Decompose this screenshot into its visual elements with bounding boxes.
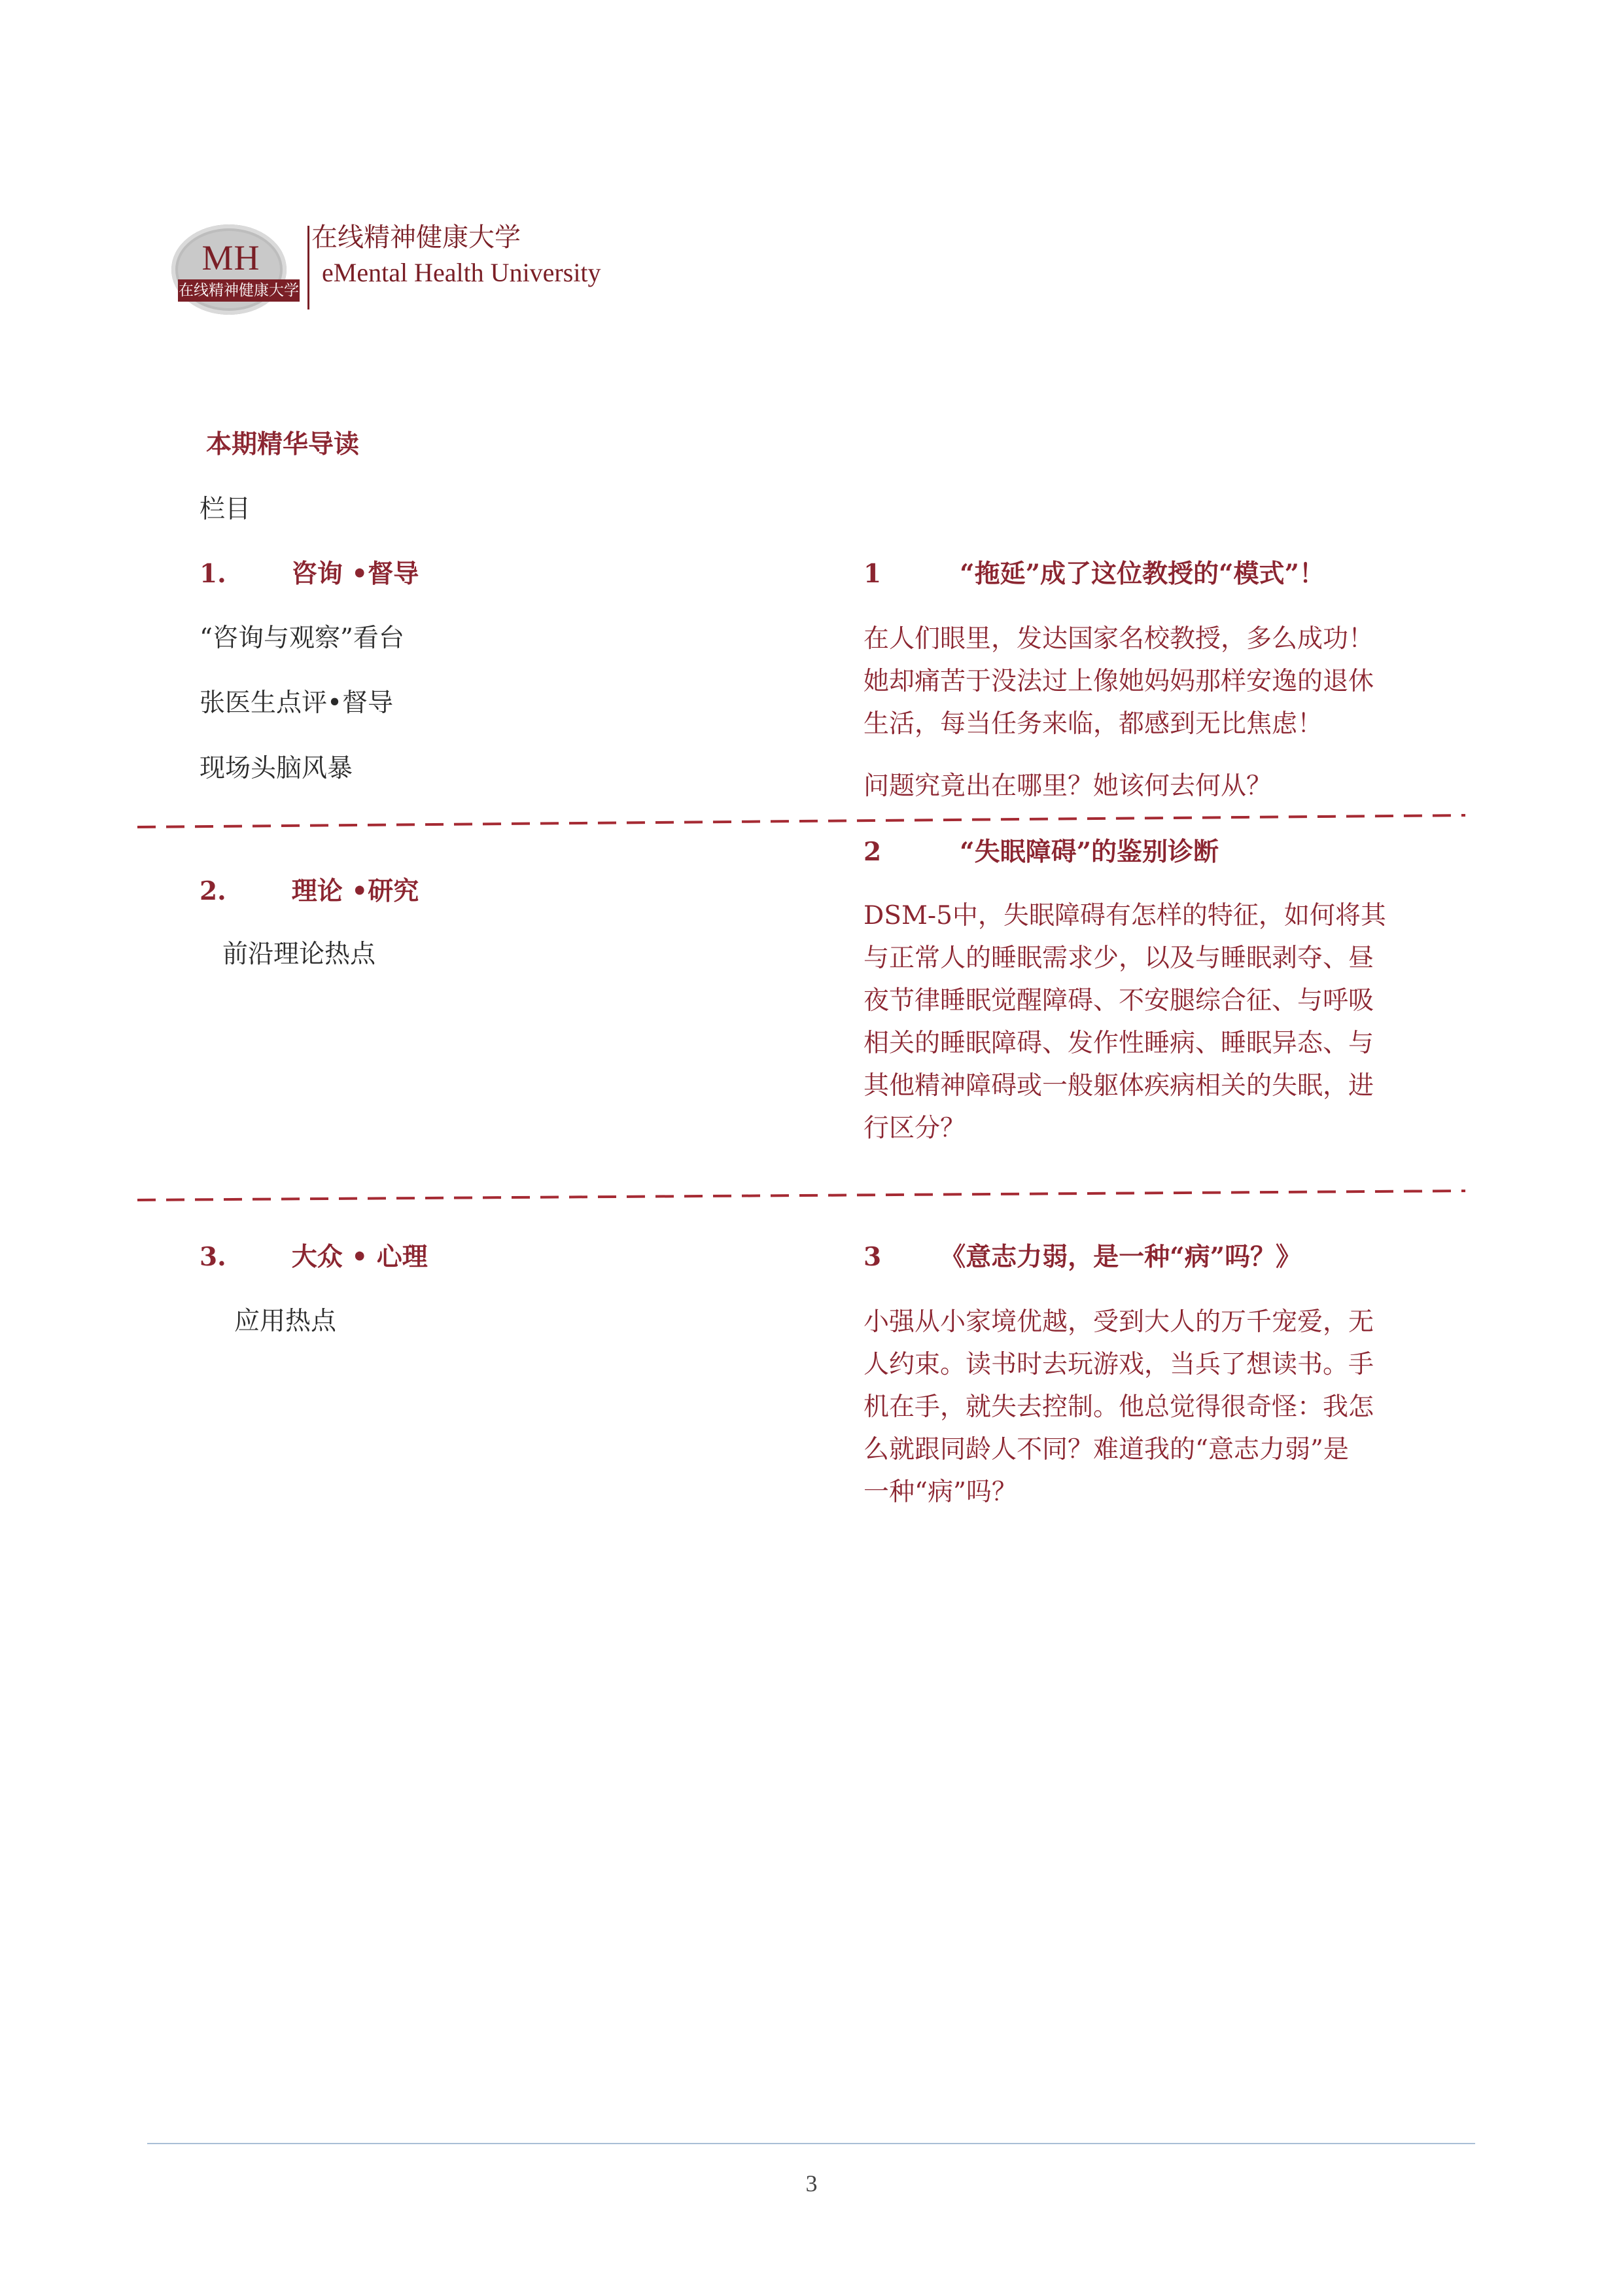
section-number: 3. <box>200 1242 226 1272</box>
article-title: 《意志力弱，是一种“病”吗？》 <box>940 1242 1302 1272</box>
logo-monogram: MH <box>201 238 260 277</box>
summary-line: 她却痛苦于没法过上像她妈妈那样安逸的退休 <box>864 667 1374 696</box>
section-name: 理论 •研究 <box>291 876 419 906</box>
section-heading <box>200 1240 428 1274</box>
summary-line: 小强从小家境优越，受到大人的万千宠爱，无 <box>864 1307 1374 1337</box>
article-summary <box>864 1301 1439 1513</box>
summary-line: 生活，每当任务来临，都感到无比焦虑！ <box>864 709 1323 739</box>
article-question: 问题究竟出在哪里？她该何去何从？ <box>864 771 1272 801</box>
section-number: 1. <box>200 559 226 589</box>
section-name: 咨询 •督导 <box>291 559 419 589</box>
article-number: 1 <box>864 559 882 589</box>
summary-line: 与正常人的睡眠需求少，以及与睡眠剥夺、昼 <box>864 944 1374 973</box>
dashed-divider <box>137 1183 1472 1203</box>
article-number: 2 <box>864 837 882 867</box>
brand-name-cn: 在线精神健康大学 <box>311 222 521 253</box>
column-item: 张医生点评•督导 <box>200 688 394 718</box>
column-item: “咨询与观察”看台 <box>200 624 404 653</box>
summary-line: 机在手，就失去控制。他总觉得很奇怪：我怎 <box>864 1392 1374 1422</box>
dashed-divider <box>137 810 1472 830</box>
article-title: “拖延”成了这位教授的“模式”！ <box>960 559 1325 589</box>
issue-highlights-title: 本期精华导读 <box>206 429 360 459</box>
page-number: 3 <box>805 2170 818 2197</box>
summary-line: 行区分？ <box>864 1114 966 1143</box>
section-heading <box>200 557 419 591</box>
summary-line: 相关的睡眠障碍、发作性睡病、睡眠异态、与 <box>864 1029 1374 1058</box>
article-title: “失眠障碍”的鉴别诊断 <box>960 837 1219 867</box>
article-summary <box>864 618 1439 745</box>
footer-rule <box>147 2143 1475 2144</box>
article-heading <box>864 1240 1301 1274</box>
column-item: 现场头脑风暴 <box>200 754 353 783</box>
logo-divider <box>307 226 309 309</box>
brand-name-en: eMental Health University <box>322 258 601 287</box>
article-summary <box>864 894 1439 1150</box>
summary-line: DSM-5中，失眠障碍有怎样的特征，如何将其 <box>864 901 1386 930</box>
article-heading <box>864 835 1219 869</box>
column-item: 前沿理论热点 <box>222 940 376 969</box>
summary-line: 其他精神障碍或一般躯体疾病相关的失眠，进 <box>864 1071 1374 1101</box>
summary-line: 夜节律睡眠觉醒障碍、不安腿综合征、与呼吸 <box>864 986 1374 1016</box>
section-number: 2. <box>200 876 226 906</box>
section-name: 大众 • 心理 <box>291 1242 428 1272</box>
section-heading <box>200 874 419 908</box>
summary-line: 么就跟同龄人不同？难道我的“意志力弱”是 <box>864 1435 1349 1464</box>
column-item: 应用热点 <box>234 1307 337 1336</box>
logo-ribbon: 在线精神健康大学 <box>178 279 300 302</box>
article-heading <box>864 557 1325 591</box>
summary-line: 在人们眼里，发达国家名校教授，多么成功！ <box>864 624 1374 654</box>
article-number: 3 <box>864 1242 882 1272</box>
column-heading: 栏目 <box>200 495 251 524</box>
summary-line: 一种“病”吗？ <box>864 1477 1017 1507</box>
summary-line: 人约束。读书时去玩游戏，当兵了想读书。手 <box>864 1350 1374 1379</box>
